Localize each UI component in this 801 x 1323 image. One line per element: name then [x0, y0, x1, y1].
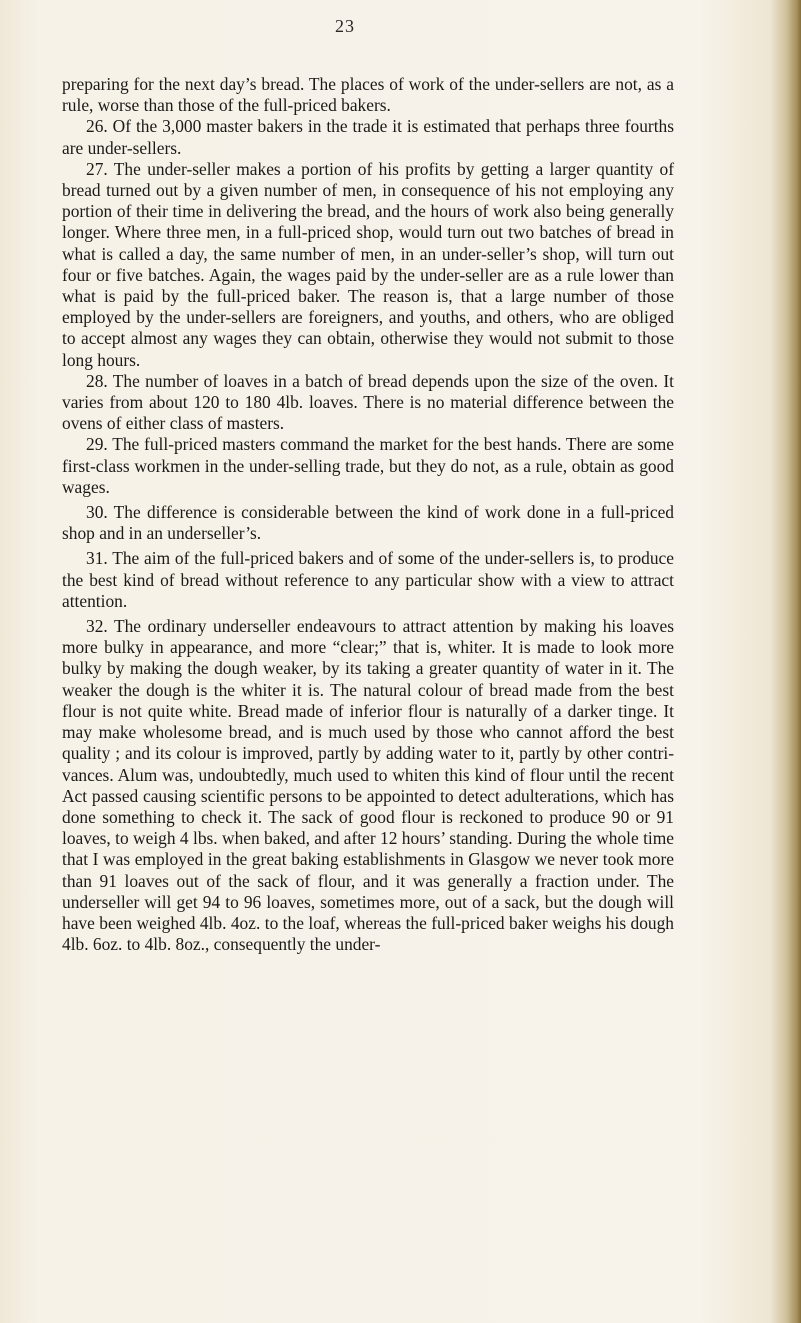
paragraph-26: 26. Of the 3,000 master bakers in the trade it is estimated that perhaps three fourths are under-sellers. [62, 116, 674, 158]
paragraph-32: 32. The ordinary underseller endeavours to attract attention by making his loaves more bulky in appearance, and more “clear;” that is, whiter. It is made to look more bulky by making the dough weaker, by its taking a greater quantity of water in it. The weaker the dough is the whiter it is. The natural colour of bread made from the best flour is not quite white. Bread made of inferior flour is naturally of a darker tinge. It may make wholesome bread, and is much used by those who cannot afford the best quality ; and its colour is improved, partly by adding water to it, partly by other contri-vances. Alum was, undoubtedly, much used to whiten this kind of flour until the recent Act passed causing scientific persons to be appointed to detect adulterations, which has done something to check it. The sack of good flour is reckoned to produce 90 or 91 loaves, to weigh 4 lbs. when baked, and after 12 hours’ standing. During the whole time that I was employed in the great baking establishments in Glasgow we never took more than 91 loaves out of the sack of flour, and it was generally a fraction under. The underseller will get 94 to 96 loaves, sometimes more, out of a sack, but the dough will have been weighed 4lb. 4oz. to the loaf, whereas the full-priced baker weighs his dough 4lb. 6oz. to 4lb. 8oz., consequently the under- [62, 616, 674, 955]
paragraph-30: 30. The difference is considerable between the kind of work done in a full-priced shop and in an underseller’s. [62, 502, 674, 544]
body-text [62, 74, 674, 955]
paragraph-continuation: preparing for the next day’s bread. The places of work of the under-sellers are not, as a rule, worse than those of the full-priced bakers. [62, 74, 674, 116]
paragraph-29: 29. The full-priced masters command the market for the best hands. There are some first-class workmen in the under-selling trade, but they do not, as a rule, obtain as good wages. [62, 434, 674, 497]
paragraph-31: 31. The aim of the full-priced bakers and of some of the under-sellers is, to produce the best kind of bread without reference to any particular show with a view to attract attention. [62, 548, 674, 611]
page-edge-shadow [787, 0, 801, 1323]
paragraph-27: 27. The under-seller makes a portion of his profits by getting a larger quantity of bread turned out by a given number of men, in consequence of his not employing any portion of their time in delivering the bread, and the hours of work also being generally longer. Where three men, in a full-priced shop, would turn out two batches of bread in what is called a day, the same number of men, in an under-seller’s shop, will turn out four or five batches. Again, the wages paid by the under-seller are as a rule lower than what is paid by the full-priced baker. The reason is, that a large number of those employed by the under-sellers are foreigners, and youths, and others, who are obliged to accept almost any wages they can obtain, otherwise they would not submit to those long hours. [62, 158, 674, 370]
paragraph-28: 28. The number of loaves in a batch of bread depends upon the size of the oven. It varies from about 120 to 180 4lb. loaves. There is no material difference between the ovens of either class of masters. [62, 370, 674, 434]
page-number: 23 [335, 16, 355, 36]
